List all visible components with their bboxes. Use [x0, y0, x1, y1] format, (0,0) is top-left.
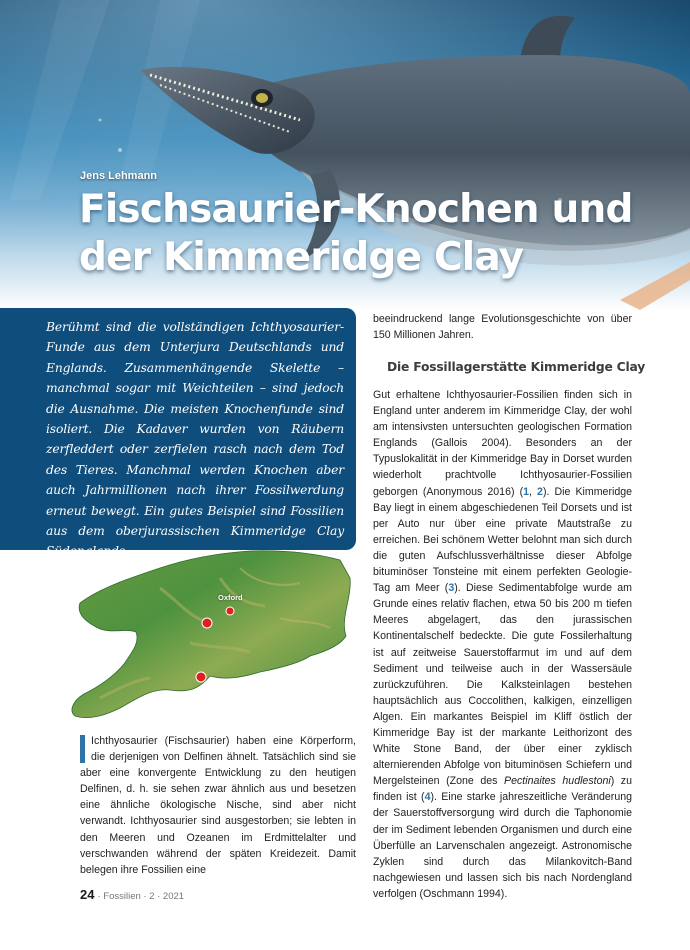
- journal-info: · Fossilien · 2 · 2021: [97, 891, 185, 902]
- page-number: 24: [80, 887, 95, 902]
- intro-text: Berühmt sind die vollständigen Ichthyosaurier-Funde aus dem Unterjura Deutschlands und Englands. Zusammenhängende Skelette – manchmal sogar mit Weichteilen – sind jedoch die Ausnahme. Die meisten Knochenfunde sind isoliert. Die Kadaver wurden von Räubern zerfleddert oder zerfielen rasch nach dem Tod des Tieres. Manchmal werden Knochen aber auch Jahrmillionen nach ihrer Fossilwerdung erneut bewegt. Ein gutes Beispiel sind Fossilien aus dem oberjurassischen Kimmeridge Clay Südenglands.: [46, 320, 344, 559]
- figure-ref-2[interactable]: 2: [537, 485, 543, 498]
- figure-ref-1[interactable]: 1: [523, 485, 530, 498]
- page-title: [79, 186, 639, 282]
- author-name: Jens Lehmann: [80, 170, 158, 182]
- dropcap-bar: [80, 735, 85, 763]
- body-text-5: ). Eine starke jahreszeitliche Veränderung der Sauerstoffversorgung wird durch die Taphonomie der im Sediment lebenden Organismen und durch eine Überfülle an Larvenschalen angezeigt. Astronomische Zyklen sind durch das Milankovitch-Band nachgewiesen und lassen sich bis nach Nordengland verfolgen (Oschmann 1994).: [373, 791, 633, 900]
- section-heading: Die Fossillagerstätte Kimmeridge Clay: [387, 360, 646, 374]
- body-paragraph: [373, 387, 632, 902]
- page-footer: [80, 887, 184, 902]
- title-line-1: Fischsaurier-Knochen und: [79, 187, 633, 232]
- figure-ref-3[interactable]: 3: [448, 582, 455, 595]
- left-column: [80, 733, 356, 878]
- title-line-2: der Kimmeridge Clay: [79, 235, 524, 280]
- left-column-text: Ichthyosaurier (Fischsaurier) haben eine Körperform, die derjenigen von Delfinen ähnelt. Tatsächlich sind sie aber eine konvergente Entwicklung zu den heutigen Delfinen, d. h. sie sehen zwar ähnlich aus und besetzen eine ähnliche ökologische Nische, sind aber nicht verwandt. Ichthyosaurier sind ausgestorben; sie lebten in den Meeren und Ozeanen im Erdmittelalter und verschwanden während der späten Kreidezeit. Damit belegen ihre Fossilien eine: [80, 735, 356, 876]
- southern-england-map: [40, 548, 356, 728]
- species-name: Pectinaites hudlestoni: [504, 775, 611, 788]
- continuation-text: beeindruckend lange Evolutionsgeschichte von über 150 Millionen Jahren.: [373, 313, 632, 342]
- right-column-body: [373, 387, 632, 902]
- body-text-2: ). Die Kimmeridge Bay liegt in einem abgeschiedenen Teil Dorsets und ist per Auto nur über eine private Mautstraße zu erreichen. Bei schönem Wetter belohnt man sich durch die guten Aufschlussverhältnisse dieser Abfolge bituminöser Tonsteine mit einem perfekten Geologie-Tag am Meer (: [373, 485, 632, 595]
- body-text-4: ) zu finden ist (: [373, 775, 632, 804]
- location-marker-2: [202, 618, 212, 628]
- right-column-continuation: [373, 311, 632, 343]
- intro-box: [0, 308, 356, 559]
- hero-image: [0, 0, 690, 310]
- kimmeridge-bay-marker: [196, 672, 206, 682]
- map-label-oxford: Oxford: [218, 593, 243, 602]
- body-text-1: Gut erhaltene Ichthyosaurier-Fossilien finden sich in England unter anderem im Kimmeridge Clay, der wohl am intensivsten untersuchten geologischen Formation Englands (Gallois 2004). Besonders an der Typuslokalität in der Kimmeridge Bay in Dorset wurden wiederholt prachtvolle Ichthyosaurier-Fossilien geborgen (Anonymous 2016) (: [373, 389, 632, 498]
- body-text-3: ). Diese Sedimentabfolge wurde am Grunde eines relativ flachen, etwa 50 bis 200 m tiefen Meeres abgelagert, das den jurassischen Kontinentalschelf bedeckte. Die gute Fossilerhaltung ist auf zeitweise Sauerstoffarmut im und auf dem Sediment und teilweise auch in der Wassersäule zurückzuführen. Die Kalksteinlagen bestehen hauptsächlich aus Coccolithen, kalkigen, einzelligen Algen. Ein markantes Beispiel im Kliff östlich der Kimmeridge Bay ist der markante Leithorizont des White Stone Band, der über einer zyklisch alternierenden Abfolge von bituminösen Schiefern und Mergelsteinen (Zone des: [373, 582, 632, 788]
- ref-separator: ,: [529, 485, 538, 498]
- figure-ref-4[interactable]: 4: [424, 791, 431, 804]
- oxford-marker: [226, 607, 234, 615]
